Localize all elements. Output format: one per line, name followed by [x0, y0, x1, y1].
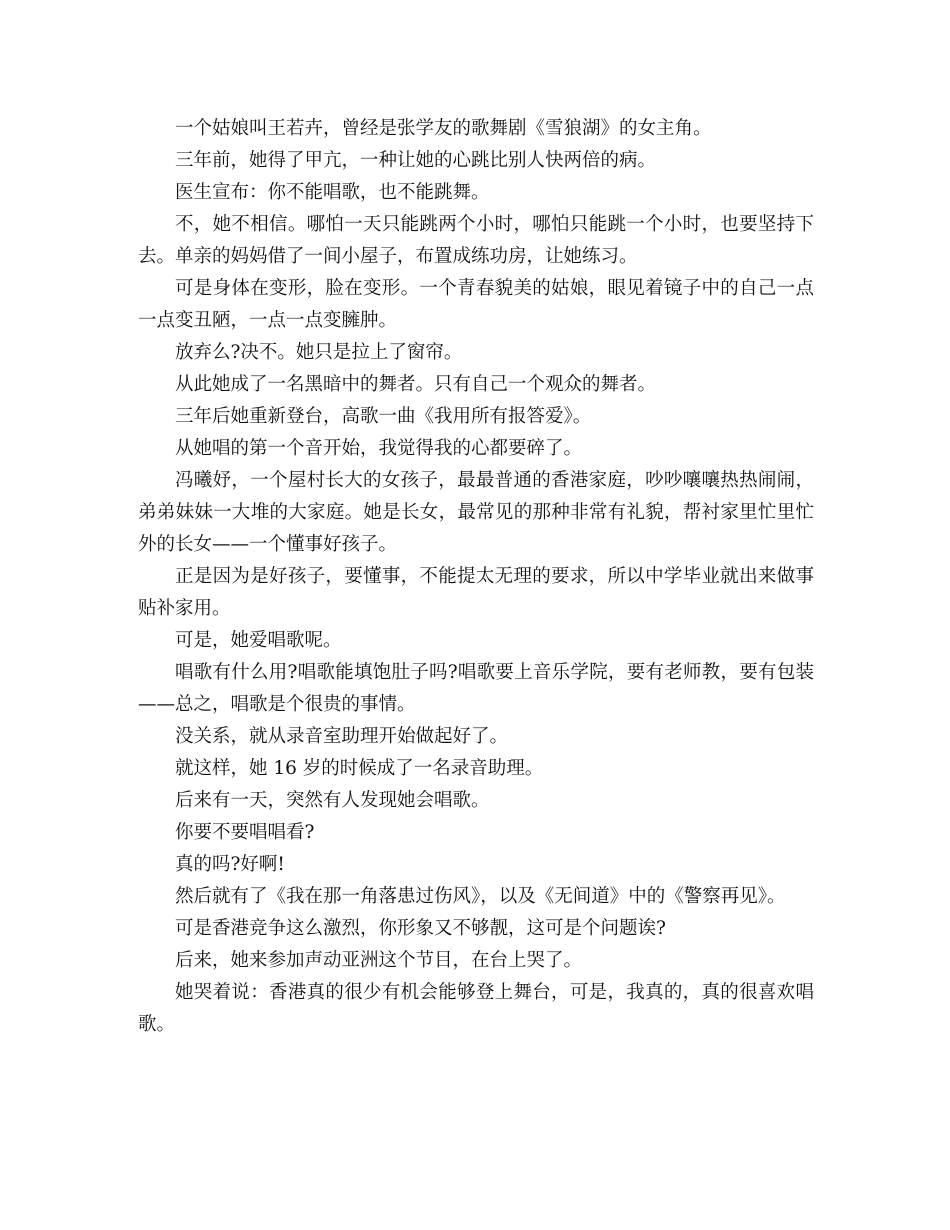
paragraph: 冯曦妤，一个屋村长大的女孩子，最最普通的香港家庭，吵吵嚷嚷热热闹闹，弟弟妹妹一大堆的大家庭。她是长女，最常见的那种非常有礼貌，帮衬家里忙里忙外的长女——一个懂事好孩子。 — [138, 470, 814, 555]
paragraph: 然后就有了《我在那一角落患过伤风》，以及《无间道》中的《警察再见》。 — [175, 886, 786, 907]
document-body — [138, 113, 814, 1041]
paragraph: 从她唱的第一个音开始，我觉得我的心都要碎了。 — [175, 438, 583, 459]
paragraph: 真的吗?好啊! — [175, 854, 285, 875]
paragraph: 后来有一天，突然有人发现她会唱歌。 — [175, 790, 490, 811]
paragraph: 没关系，就从录音室助理开始做起好了。 — [175, 726, 509, 747]
paragraph: 可是香港竞争这么激烈，你形象又不够靓，这可是个问题诶? — [175, 918, 666, 939]
paragraph: 三年前，她得了甲亢，一种让她的心跳比别人快两倍的病。 — [175, 150, 657, 171]
paragraph: 就这样，她 16 岁的时候成了一名录音助理。 — [175, 758, 544, 779]
paragraph: 不，她不相信。哪怕一天只能跳两个小时，哪怕只能跳一个小时，也要坚持下去。单亲的妈妈借了一间小屋子，布置成练功房，让她练习。 — [138, 214, 814, 267]
paragraph: 医生宣布：你不能唱歌，也不能跳舞。 — [175, 182, 490, 203]
paragraph: 一个姑娘叫王若卉，曾经是张学友的歌舞剧《雪狼湖》的女主角。 — [175, 118, 712, 139]
paragraph: 后来，她来参加声动亚洲这个节目，在台上哭了。 — [175, 950, 583, 971]
paragraph: 从此她成了一名黑暗中的舞者。只有自己一个观众的舞者。 — [175, 374, 657, 395]
paragraph: 你要不要唱唱看? — [175, 822, 315, 843]
paragraph: 正是因为是好孩子，要懂事，不能提太无理的要求，所以中学毕业就出来做事贴补家用。 — [138, 566, 814, 619]
paragraph: 放弃么?决不。她只是拉上了窗帘。 — [175, 342, 463, 363]
paragraph: 唱歌有什么用?唱歌能填饱肚子吗?唱歌要上音乐学院，要有老师教，要有包装——总之，唱歌是个很贵的事情。 — [138, 662, 814, 715]
paragraph: 可是，她爱唱歌呢。 — [175, 630, 342, 651]
paragraph: 可是身体在变形，脸在变形。一个青春貌美的姑娘，眼见着镜子中的自己一点一点变丑陋，一点一点变臃肿。 — [138, 278, 814, 331]
paragraph: 三年后她重新登台，高歌一曲《我用所有报答爱》。 — [175, 406, 592, 427]
paragraph: 她哭着说：香港真的很少有机会能够登上舞台，可是，我真的，真的很喜欢唱歌。 — [138, 982, 814, 1035]
